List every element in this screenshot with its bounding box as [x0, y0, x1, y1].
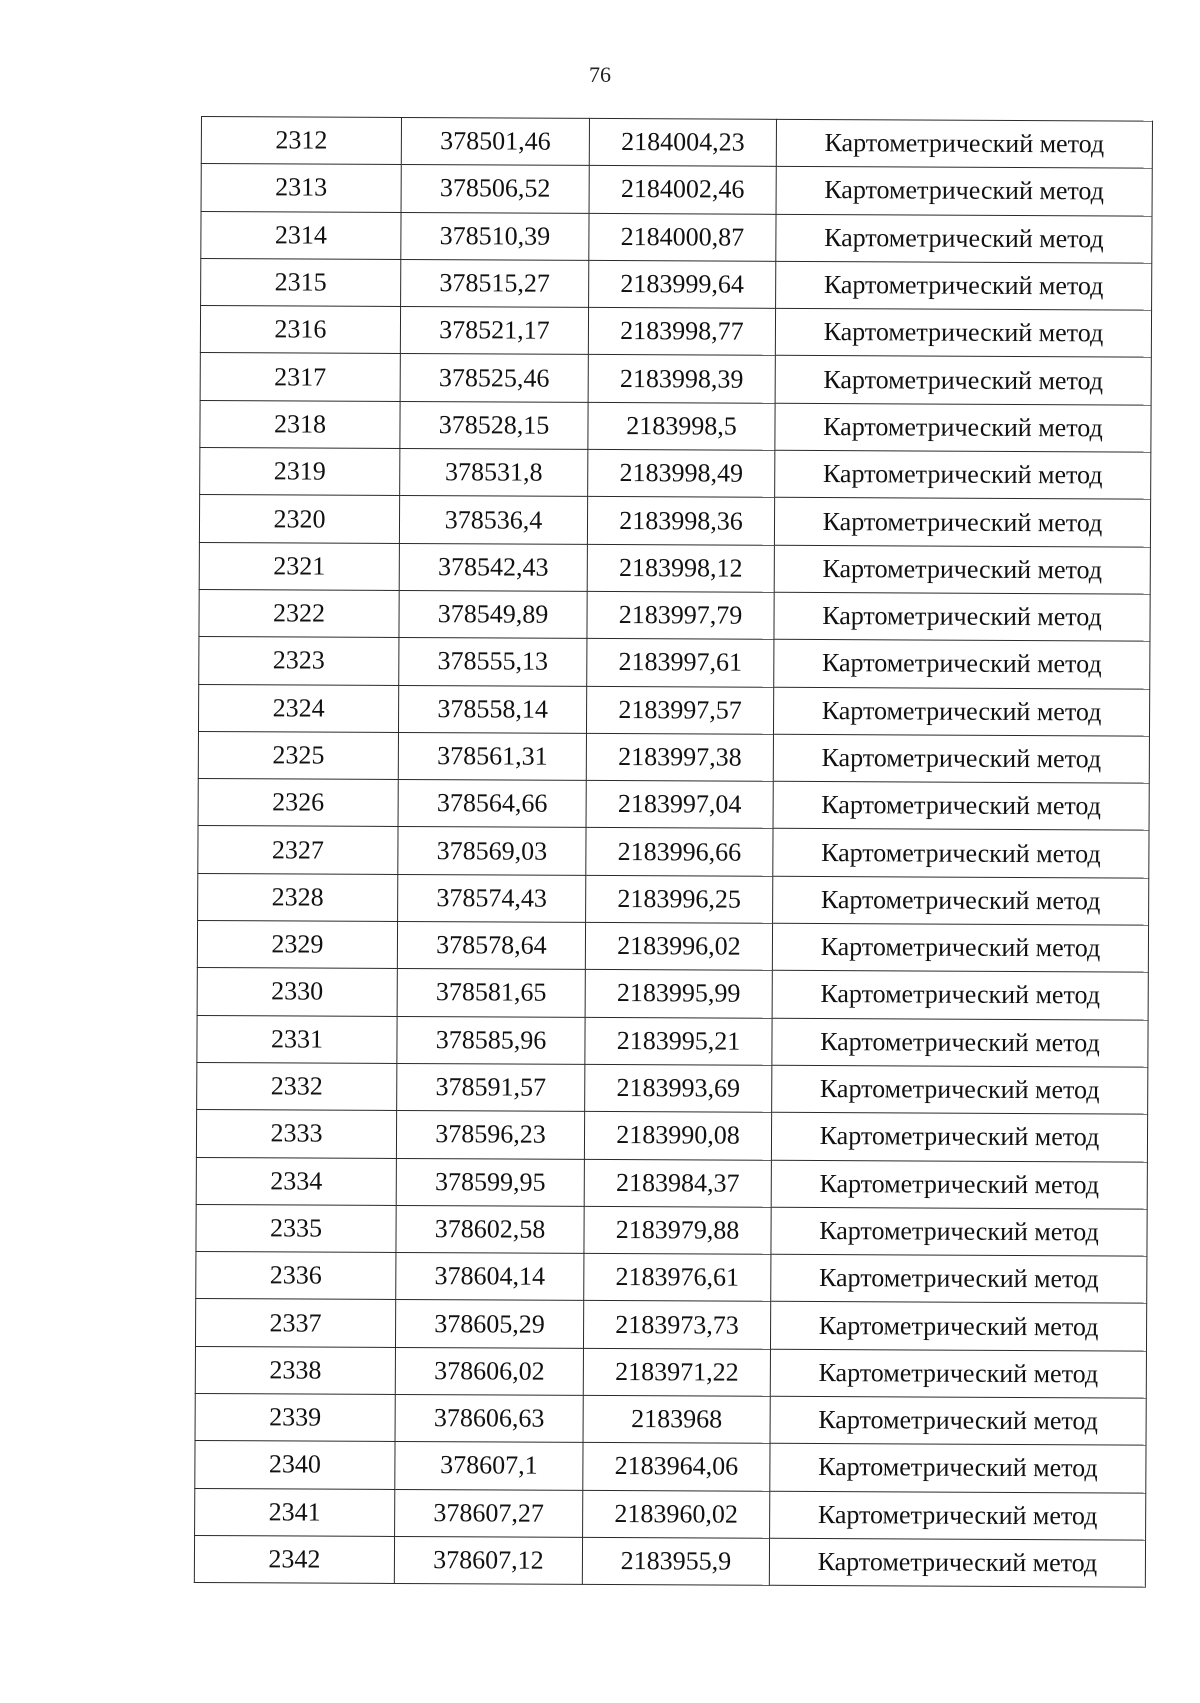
table-row	[197, 921, 1148, 973]
y-coordinate-cell: 2183984,37	[584, 1159, 771, 1207]
point-number-cell: 2315	[201, 258, 401, 306]
y-coordinate-cell: 2183996,25	[586, 875, 773, 923]
method-cell: Картометрический метод	[773, 687, 1149, 736]
point-number-cell: 2327	[198, 826, 398, 874]
x-coordinate-cell: 378536,4	[399, 496, 587, 544]
method-cell: Картометрический метод	[772, 1065, 1148, 1114]
method-cell: Картометрический метод	[772, 971, 1148, 1020]
method-cell: Картометрический метод	[770, 1491, 1146, 1540]
y-coordinate-cell: 2183964,06	[583, 1443, 770, 1491]
y-coordinate-cell: 2183979,88	[584, 1206, 771, 1254]
x-coordinate-cell: 378607,12	[394, 1536, 582, 1584]
x-coordinate-cell: 378591,57	[397, 1063, 585, 1111]
y-coordinate-cell: 2183997,38	[586, 733, 773, 781]
x-coordinate-cell: 378501,46	[401, 117, 589, 165]
table-row	[200, 400, 1151, 452]
y-coordinate-cell: 2183997,57	[586, 686, 773, 734]
point-number-cell: 2324	[198, 684, 398, 732]
point-number-cell: 2333	[196, 1110, 396, 1158]
method-cell: Картометрический метод	[774, 498, 1150, 547]
x-coordinate-cell: 378605,29	[395, 1300, 583, 1348]
table-row	[195, 1441, 1146, 1493]
method-cell: Картометрический метод	[776, 261, 1152, 310]
x-coordinate-cell: 378506,52	[401, 165, 589, 213]
point-number-cell: 2338	[195, 1346, 395, 1394]
point-number-cell: 2328	[198, 873, 398, 921]
table-row	[196, 1204, 1147, 1256]
table-row	[201, 258, 1152, 310]
y-coordinate-cell: 2183996,66	[586, 828, 773, 876]
x-coordinate-cell: 378585,96	[397, 1016, 585, 1064]
method-cell: Картометрический метод	[775, 308, 1151, 357]
x-coordinate-cell: 378578,64	[397, 922, 585, 970]
x-coordinate-cell: 378531,8	[400, 449, 588, 497]
y-coordinate-cell: 2183998,12	[587, 544, 774, 592]
table-row	[199, 637, 1150, 689]
x-coordinate-cell: 378561,31	[398, 732, 586, 780]
y-coordinate-cell: 2183998,49	[588, 449, 775, 497]
table-row	[195, 1346, 1146, 1398]
point-number-cell: 2319	[200, 448, 400, 496]
x-coordinate-cell: 378607,1	[395, 1442, 583, 1490]
y-coordinate-cell: 2184000,87	[589, 213, 776, 261]
point-number-cell: 2340	[195, 1441, 395, 1489]
y-coordinate-cell: 2184002,46	[589, 166, 776, 214]
table-row	[196, 1157, 1147, 1209]
y-coordinate-cell: 2183997,79	[587, 591, 774, 639]
table-row	[198, 731, 1149, 783]
y-coordinate-cell: 2183996,02	[585, 922, 772, 970]
x-coordinate-cell: 378515,27	[401, 259, 589, 307]
table-row	[198, 779, 1149, 831]
y-coordinate-cell: 2183997,61	[587, 639, 774, 687]
y-coordinate-cell: 2183998,36	[587, 497, 774, 545]
table-row	[199, 542, 1150, 594]
x-coordinate-cell: 378574,43	[398, 874, 586, 922]
x-coordinate-cell: 378581,65	[397, 969, 585, 1017]
method-cell: Картометрический метод	[771, 1160, 1147, 1209]
point-number-cell: 2342	[194, 1535, 394, 1583]
y-coordinate-cell: 2183998,39	[588, 355, 775, 403]
y-coordinate-cell: 2183995,21	[585, 1017, 772, 1065]
method-cell: Картометрический метод	[773, 781, 1149, 830]
point-number-cell: 2317	[200, 353, 400, 401]
method-cell: Картометрический метод	[773, 829, 1149, 878]
table-row	[197, 1015, 1148, 1067]
point-number-cell: 2320	[199, 495, 399, 543]
point-number-cell: 2323	[199, 637, 399, 685]
point-number-cell: 2341	[195, 1488, 395, 1536]
table-row	[197, 968, 1148, 1020]
table-row	[201, 211, 1152, 263]
x-coordinate-cell: 378599,95	[396, 1158, 584, 1206]
table-row	[198, 826, 1149, 878]
point-number-cell: 2318	[200, 400, 400, 448]
page-number: 76	[589, 62, 611, 87]
y-coordinate-cell: 2184004,23	[589, 118, 776, 166]
point-number-cell: 2335	[196, 1204, 396, 1252]
x-coordinate-cell: 378564,66	[398, 780, 586, 828]
method-cell: Картометрический метод	[771, 1207, 1147, 1256]
method-cell: Картометрический метод	[776, 119, 1152, 168]
method-cell: Картометрический метод	[770, 1396, 1146, 1445]
x-coordinate-cell: 378596,23	[396, 1111, 584, 1159]
y-coordinate-cell: 2183973,73	[583, 1301, 770, 1349]
table-row	[200, 353, 1151, 405]
table-row	[199, 589, 1150, 641]
method-cell: Картометрический метод	[774, 592, 1150, 641]
method-cell: Картометрический метод	[770, 1444, 1146, 1493]
point-number-cell: 2331	[197, 1015, 397, 1063]
point-number-cell: 2332	[197, 1062, 397, 1110]
table-row	[196, 1110, 1147, 1162]
x-coordinate-cell: 378521,17	[400, 307, 588, 355]
x-coordinate-cell: 378549,89	[399, 590, 587, 638]
point-number-cell: 2329	[197, 921, 397, 969]
x-coordinate-cell: 378569,03	[398, 827, 586, 875]
method-cell: Картометрический метод	[775, 450, 1151, 499]
x-coordinate-cell: 378558,14	[398, 685, 586, 733]
method-cell: Картометрический метод	[774, 545, 1150, 594]
point-number-cell: 2325	[198, 731, 398, 779]
y-coordinate-cell: 2183990,08	[584, 1112, 771, 1160]
point-number-cell: 2321	[199, 542, 399, 590]
y-coordinate-cell: 2183968	[583, 1395, 770, 1443]
method-cell: Картометрический метод	[775, 356, 1151, 405]
method-cell: Картометрический метод	[772, 1018, 1148, 1067]
method-cell: Картометрический метод	[769, 1538, 1145, 1587]
y-coordinate-cell: 2183999,64	[589, 260, 776, 308]
table-row	[194, 1535, 1145, 1587]
x-coordinate-cell: 378606,63	[395, 1394, 583, 1442]
point-number-cell: 2312	[201, 117, 401, 165]
y-coordinate-cell: 2183998,5	[588, 402, 775, 450]
x-coordinate-cell: 378510,39	[401, 212, 589, 260]
x-coordinate-cell: 378555,13	[399, 638, 587, 686]
point-number-cell: 2337	[195, 1299, 395, 1347]
method-cell: Картометрический метод	[776, 214, 1152, 263]
y-coordinate-cell: 2183998,77	[588, 308, 775, 356]
x-coordinate-cell: 378528,15	[400, 401, 588, 449]
method-cell: Картометрический метод	[771, 1254, 1147, 1303]
table-row	[195, 1488, 1146, 1540]
x-coordinate-cell: 378525,46	[400, 354, 588, 402]
point-number-cell: 2316	[200, 306, 400, 354]
x-coordinate-cell: 378542,43	[399, 543, 587, 591]
point-number-cell: 2334	[196, 1157, 396, 1205]
method-cell: Картометрический метод	[773, 876, 1149, 925]
point-number-cell: 2314	[201, 211, 401, 259]
method-cell: Картометрический метод	[773, 734, 1149, 783]
table-row	[195, 1299, 1146, 1351]
table-row	[200, 306, 1151, 358]
point-number-cell: 2322	[199, 589, 399, 637]
y-coordinate-cell: 2183995,99	[585, 970, 772, 1018]
point-number-cell: 2326	[198, 779, 398, 827]
table-row	[199, 495, 1150, 547]
table-row	[201, 164, 1152, 216]
coordinates-table	[194, 116, 1153, 1588]
table-row	[198, 684, 1149, 736]
method-cell: Картометрический метод	[770, 1349, 1146, 1398]
y-coordinate-cell: 2183997,04	[586, 781, 773, 829]
table-row	[198, 873, 1149, 925]
table-row	[197, 1062, 1148, 1114]
method-cell: Картометрический метод	[775, 403, 1151, 452]
table-row	[200, 448, 1151, 500]
method-cell: Картометрический метод	[770, 1302, 1146, 1351]
table-row	[195, 1394, 1146, 1446]
x-coordinate-cell: 378602,58	[396, 1205, 584, 1253]
method-cell: Картометрический метод	[771, 1113, 1147, 1162]
x-coordinate-cell: 378606,02	[395, 1347, 583, 1395]
point-number-cell: 2339	[195, 1394, 395, 1442]
method-cell: Картометрический метод	[772, 923, 1148, 972]
x-coordinate-cell: 378604,14	[396, 1253, 584, 1301]
y-coordinate-cell: 2183971,22	[583, 1348, 770, 1396]
point-number-cell: 2330	[197, 968, 397, 1016]
method-cell: Картометрический метод	[774, 640, 1150, 689]
y-coordinate-cell: 2183976,61	[584, 1254, 771, 1302]
method-cell: Картометрический метод	[776, 167, 1152, 216]
point-number-cell: 2313	[201, 164, 401, 212]
y-coordinate-cell: 2183960,02	[583, 1490, 770, 1538]
table-row	[196, 1252, 1147, 1304]
coordinates-table-body	[194, 117, 1152, 1588]
table-row	[201, 117, 1152, 169]
x-coordinate-cell: 378607,27	[395, 1489, 583, 1537]
y-coordinate-cell: 2183993,69	[585, 1064, 772, 1112]
y-coordinate-cell: 2183955,9	[582, 1537, 769, 1585]
point-number-cell: 2336	[196, 1252, 396, 1300]
